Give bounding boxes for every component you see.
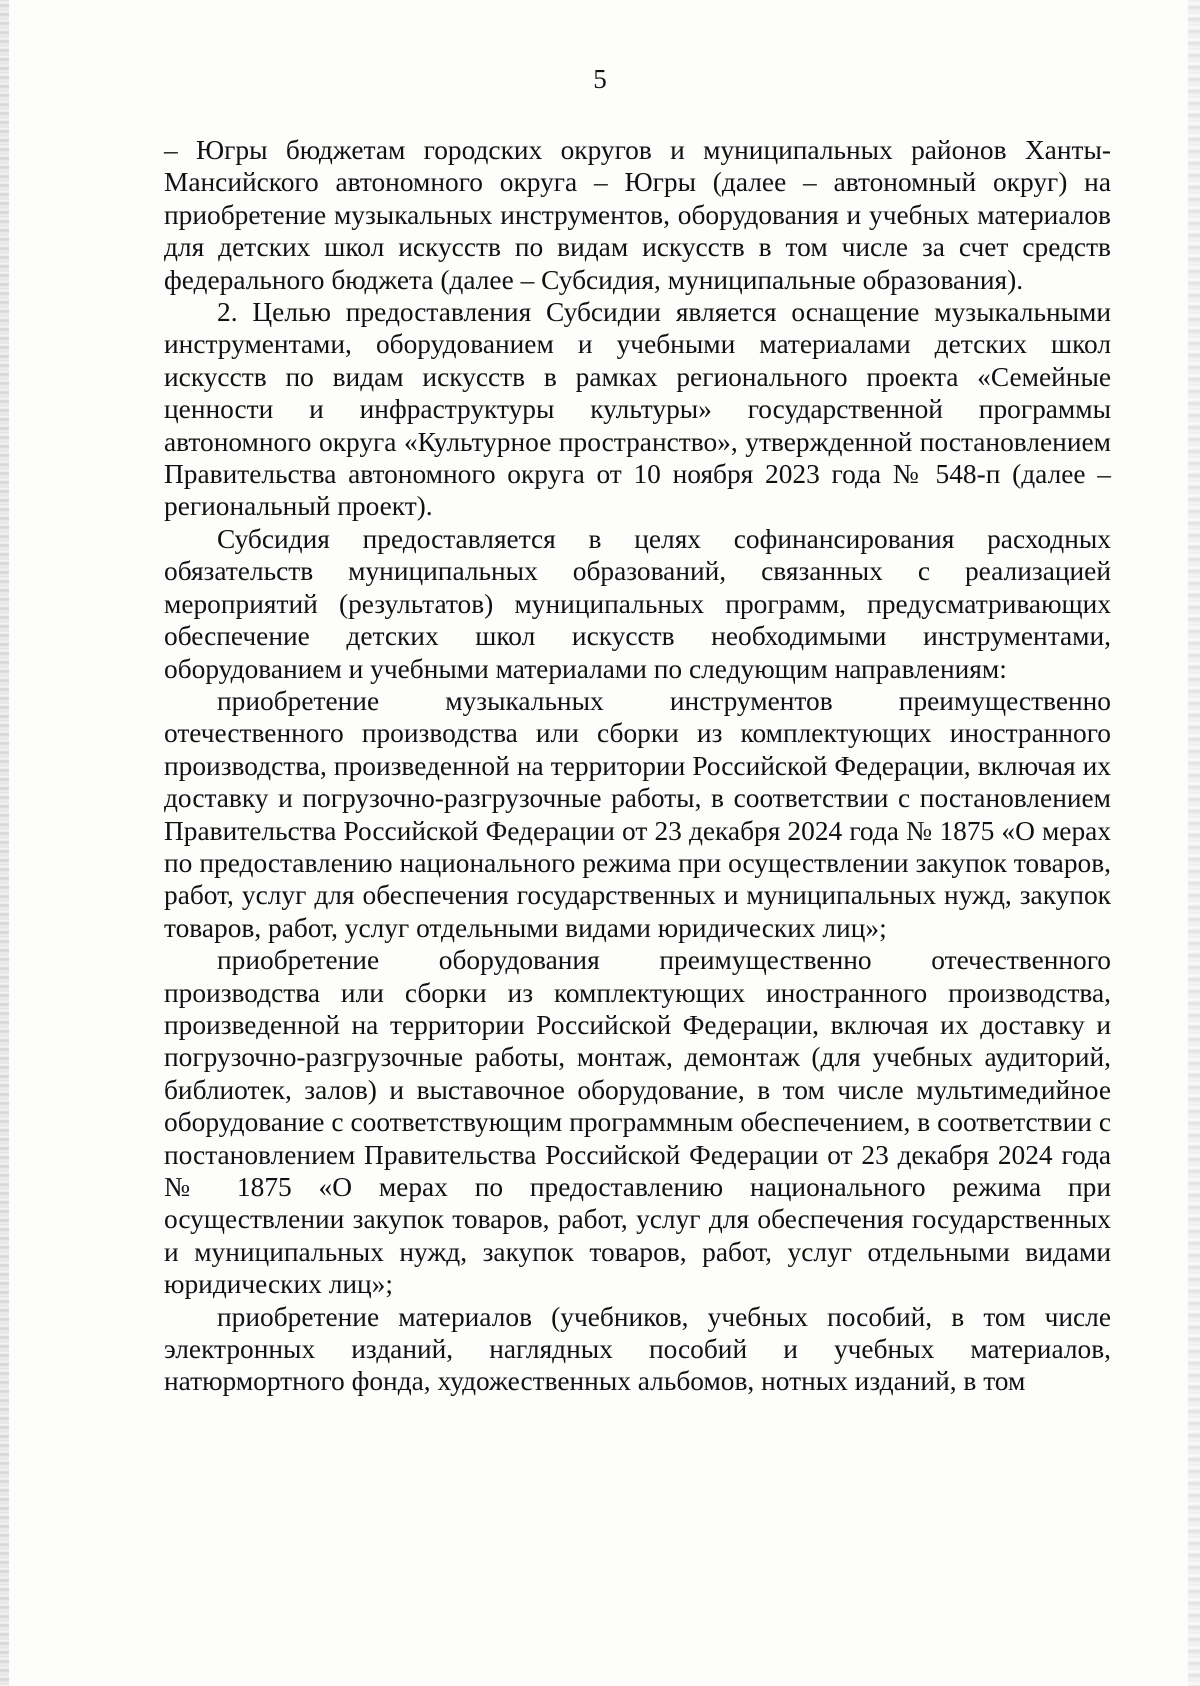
paragraph-goal: 2. Целью предоставления Субсидии является оснащение музыкальными инструментами, оборудованием и учебными материалами детских школ искусств по видам искусств в рамках регионального проекта «Семейные ценности и инфраструктуры культуры» государственной программы автономного округа «Культурное пространство», утвержденной постановлением Правительства автономного округа от 10 ноября 2023 года № 548-п (далее – региональный проект). (164, 297, 1111, 522)
paragraph-instruments: приобретение музыкальных инструментов преимущественно отечественного производства или сборки из комплектующих иностранного производства, произведенной на территории Российской Федерации, включая их доставку и погрузочно-разгрузочные работы, в соответствии с постановлением Правительства Российской Федерации от 23 декабря 2024 года № 1875 «О мерах по предоставлению национального режима при осуществлении закупок товаров, работ, услуг для обеспечения государственных и муниципальных нужд, закупок товаров, работ, услуг отдельными видами юридических лиц»; (164, 685, 1111, 943)
paragraph-equipment: приобретение оборудования преимущественно отечественного производства или сборки из комплектующих иностранного производства, произведенной на территории Российской Федерации, включая их доставку и погрузочно-разгрузочные работы, монтаж, демонтаж (для учебных аудиторий, библиотек, залов) и выставочное оборудование, в том числе мультимедийное оборудование с соответствующим программным обеспечением, в соответствии с постановлением Правительства Российской Федерации от 23 декабря 2024 года № 1875 «О мерах по предоставлению национального режима при осуществлении закупок товаров, работ, услуг для обеспечения государственных и муниципальных нужд, закупок товаров, работ, услуг отдельными видами юридических лиц»; (164, 945, 1111, 1300)
page-number: 5 (593, 64, 607, 94)
paragraph-continuation: – Югры бюджетам городских округов и муниципальных районов Ханты-Мансийского автономного округа – Югры (далее – автономный округ) на приобретение музыкальных инструментов, оборудования и учебных материалов для детских школ искусств по видам искусств в том числе за счет средств федерального бюджета (далее – Субсидия, муниципальные образования). (164, 135, 1111, 295)
scan-edge-right (1188, 0, 1200, 1686)
paragraph-materials: приобретение материалов (учебников, учебных пособий, в том числе электронных изданий, наглядных пособий и учебных материалов, натюрмортного фонда, художественных альбомов, нотных изданий, в том (164, 1301, 1111, 1397)
paragraph-subsidy-purpose: Субсидия предоставляется в целях софинансирования расходных обязательств муниципальных образований, связанных с реализацией мероприятий (результатов) муниципальных программ, предусматривающих обеспечение детских школ искусств необходимыми инструментами, оборудованием и учебными материалами по следующим направлениям: (164, 523, 1111, 684)
document-body (164, 134, 1111, 1398)
scan-edge-left (0, 0, 9, 1686)
